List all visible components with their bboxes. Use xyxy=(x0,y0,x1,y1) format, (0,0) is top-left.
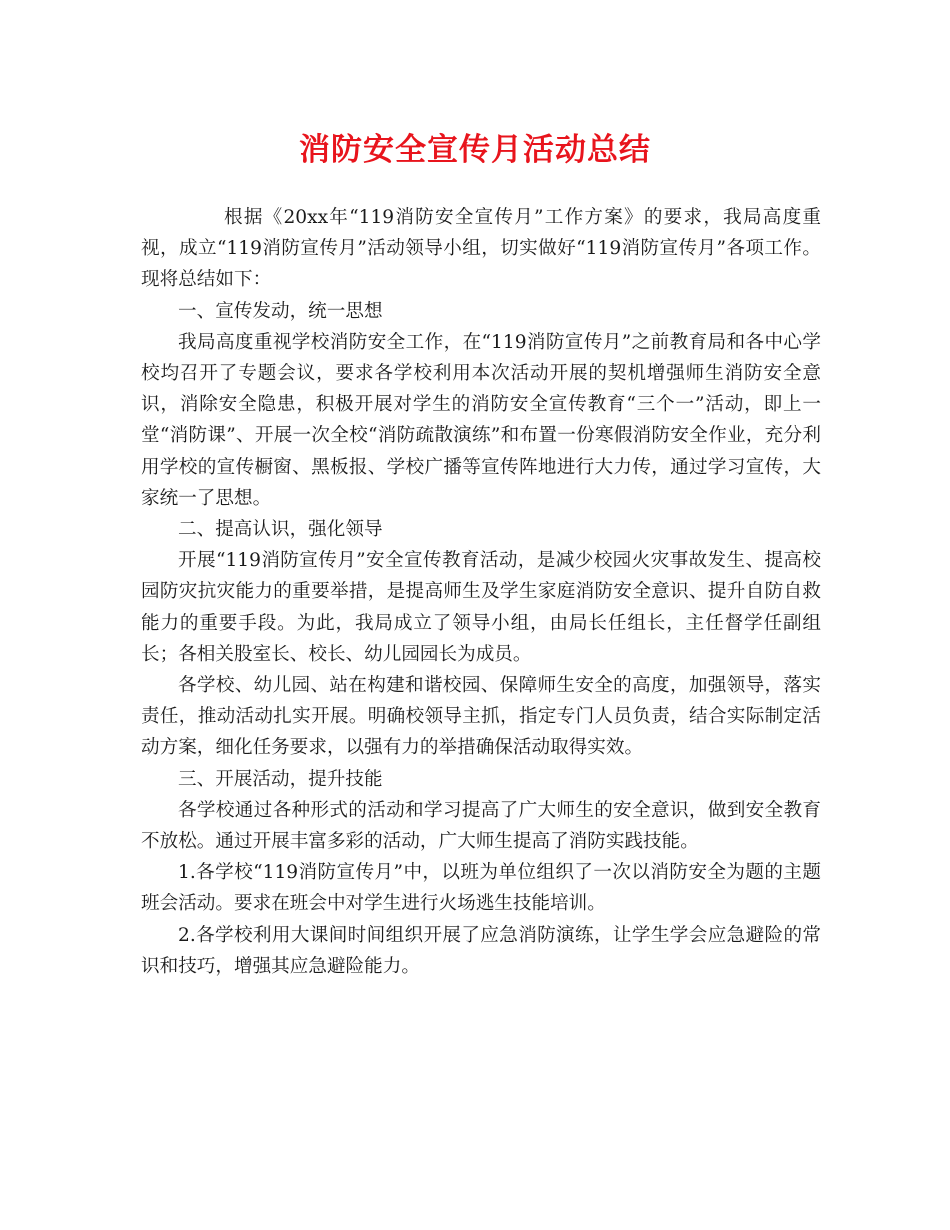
section-2-paragraph-2: 各学校、幼儿园、站在构建和谐校园、保障师生安全的高度，加强领导，落实责任，推动活动扎实开展。明确校领导主抓，指定专门人员负责，结合实际制定活动方案，细化任务要求，以强有力的举措确保活动取得实效。 xyxy=(141,675,821,759)
section-2-paragraph-1: 开展“119消防宣传月”安全宣传教育活动，是减少校园火灾事故发生、提高校园防灾抗灾能力的重要举措，是提高师生及学生家庭消防安全意识、提升自防自救能力的重要手段。为此，我局成立了领导小组，由局长任组长，主任督学任副组长；各相关股室长、校长、幼儿园园长为成员。 xyxy=(141,550,821,665)
document-title: 消防安全宣传月活动总结 xyxy=(299,132,651,168)
section-3-paragraph: 各学校通过各种形式的活动和学习提高了广大师生的安全意识，做到安全教育不放松。通过开展丰富多彩的活动，广大师生提高了消防实践技能。 xyxy=(141,799,821,853)
document-body xyxy=(141,202,821,982)
intro-paragraph: 根据《20xx年“119消防安全宣传月”工作方案》的要求，我局高度重视，成立“119消防宣传月”活动领导小组，切实做好“119消防宣传月”各项工作。现将总结如下： xyxy=(141,207,821,291)
list-item-2: 2.各学校利用大课间时间组织开展了应急消防演练，让学生学会应急避险的常识和技巧，增强其应急避险能力。 xyxy=(141,924,821,977)
section-heading-2: 二、提高认识，强化领导 xyxy=(178,519,383,541)
list-item-1: 1.各学校“119消防宣传月”中，以班为单位组织了一次以消防安全为题的主题班会活动。要求在班会中对学生进行火场逃生技能培训。 xyxy=(141,862,821,915)
section-heading-3: 三、开展活动，提升技能 xyxy=(178,768,383,790)
section-1-paragraph: 我局高度重视学校消防安全工作，在“119消防宣传月”之前教育局和各中心学校均召开了专题会议，要求各学校利用本次活动开展的契机增强师生消防安全意识，消除安全隐患，积极开展对学生的消防安全宣传教育“三个一”活动，即上一堂“消防课”、开展一次全校“消防疏散演练”和布置一份寒假消防安全作业，充分利用学校的宣传橱窗、黑板报、学校广播等宣传阵地进行大力传，通过学习宣传，大家统一了思想。 xyxy=(141,331,821,509)
section-heading-1: 一、宣传发动，统一思想 xyxy=(178,300,383,322)
